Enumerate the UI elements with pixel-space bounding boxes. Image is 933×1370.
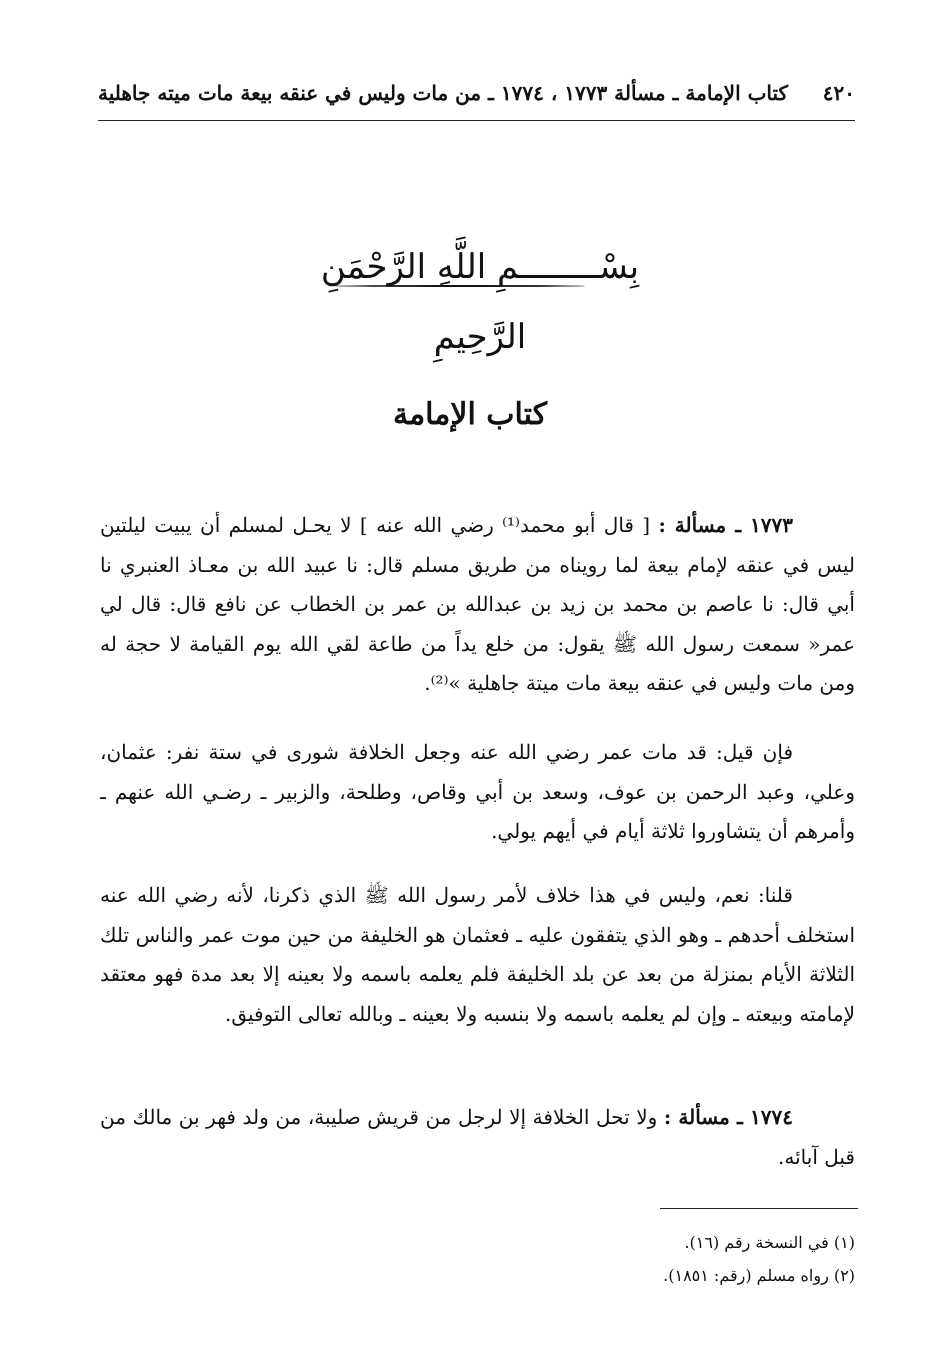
paragraph-text: قلنا: نعم، وليس في هذا خلاف لأمر رسول الله ﷺ الذي ذكرنا، لأنه رضي الله عنه استخلف أحدهم ـ وهو الذي يتفقون عليه ـ فعثمان هو الخليفة من حين موت عمر والناس تلك الثلاثة الأيام بمنزلة من بعد عن بلد الخليفة فلم يعلمه باسمه ولا بعينه إلا بعد مدة فهو معتقد لإمامته وبيعته ـ وإن لم يعلمه باسمه ولا بنسبه ولا بعينه ـ وبالله تعالى التوفيق. — [100, 883, 855, 1026]
header-rule — [98, 120, 855, 121]
basmala-calligraphy: بِسْــــــــمِ اللَّهِ الرَّحْمَنِ الرَّحِيمِ — [320, 247, 640, 357]
page-number: ٤٢٠ — [822, 81, 855, 105]
basmala-flourish — [335, 285, 585, 287]
footnotes — [450, 1226, 855, 1292]
footnote-2: (٢) رواه مسلم (رقم: ١٨٥١). — [663, 1266, 855, 1285]
issue-label: ١٧٧٤ ـ مسألة : — [663, 1105, 793, 1129]
paragraph-text: ولا تحل الخلافة إلا لرجل من قريش صليبة، من ولد فهر بن مالك من قبل آبائه. — [100, 1105, 855, 1169]
footnote-rule — [660, 1208, 858, 1209]
paragraph-reply — [100, 876, 855, 1034]
running-header — [98, 76, 855, 110]
paragraph-issue-1774 — [100, 1098, 855, 1177]
footnote-1: (١) في النسخة رقم (١٦). — [684, 1233, 855, 1252]
book-title: كتاب الإمامة — [393, 397, 547, 432]
running-title: كتاب الإمامة ـ مسألة ١٧٧٣ ، ١٧٧٤ ـ من مات وليس في عنقه بيعة مات ميته جاهلية — [98, 81, 789, 105]
paragraph-objection — [100, 733, 855, 852]
paragraph-text: فإن قيل: قد مات عمر رضي الله عنه وجعل الخلافة شورى في ستة نفر: عثمان، وعلي، وعبد الرحمن بن عوف، وسعد بن أبي وقاص، وطلحة، والزبير ـ رضـي الله عنهم ـ وأمرهم أن يتشاوروا ثلاثة أيام في أيهم يولي. — [100, 740, 855, 843]
paragraph-issue-1773 — [100, 506, 855, 704]
paragraph-text: [ قال أبو محمد⁽¹⁾ رضي الله عنه ] لا يحـل لمسلم أن يبيت ليلتين ليس في عنقه لإمام بيعة لما رويناه من طريق مسلم قال: نا عبيد الله بن معـاذ العنبري نا أبي قال: نا عاصم بن محمد بن زيد بن عبدالله بن عمر بن الخطاب عن نافع قال: قال لي عمر« سمعت رسول الله ﷺ يقول: من خلع يداً من طاعة لقي الله يوم القيامة لا حجة له ومن مات وليس في عنقه بيعة مات ميتة جاهلية »⁽²⁾. — [100, 513, 856, 695]
issue-label: ١٧٧٣ ـ مسألة : — [658, 513, 793, 537]
